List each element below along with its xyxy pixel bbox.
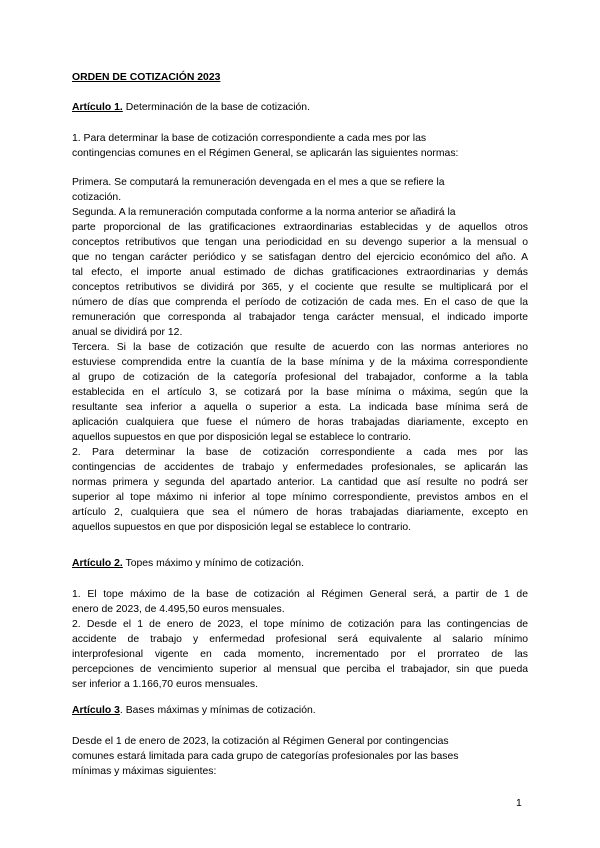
article-label: Artículo 3 [72,705,120,716]
article-label: Artículo 2. [72,558,123,569]
paragraph-line: al grupo de cotización de la categoría profesional del trabajador, conforme a la tabla [72,372,528,383]
article-2-heading [72,556,528,571]
paragraph-line: mínimas y máximas siguientes: [72,766,217,777]
paragraph-line: cotización. [72,192,122,203]
paragraph-line: conceptos retributivos se dividirá por 365, y el cociente que resulte se multiplicará por el [72,282,528,293]
paragraph-line: que no tengan carácter periódico y se satisfagan dentro del ejercicio económico del año. A [72,252,528,263]
paragraph-line: remuneración que corresponda al trabajador tenga carácter mensual, el indicado importe [72,312,528,323]
article-title: . Bases máximas y mínimas de cotización. [119,705,316,716]
article-3-heading [72,703,528,718]
paragraph-line: Tercera. Si la base de cotización que resulte de acuerdo con las normas anteriores no [72,342,528,353]
article-label: Artículo 1. [72,102,123,113]
paragraph-line: contingencias de accidentes de trabajo y enfermedades profesionales, se aplicarán las [72,462,528,473]
paragraph-line: parte proporcional de las gratificaciones extraordinarias establecidas y de aquellos otros [72,222,528,233]
paragraph-line: conceptos retributivos que tengan una periodicidad en su devengo superior a la mensual o [72,237,528,248]
paragraph-line: accidente de trabajo y enfermedad profesional será equivalente al salario mínimo [72,634,528,645]
paragraph-line: Segunda. A la remuneración computada conforme a la norma anterior se añadirá la [72,207,456,218]
paragraph-line: aquellos supuestos en que por disposición legal se establece lo contrario. [72,522,412,533]
paragraph-line: comunes estará limitada para cada grupo de categorías profesionales por las bases [72,751,459,762]
paragraph-line: anual se dividirá por 12. [72,327,183,338]
article-1-heading [72,100,528,115]
paragraph-line: aplicación cualquiera que fuese el número de horas trabajadas diariamente, excepto en [72,417,528,428]
document-title: ORDEN DE COTIZACIÓN 2023 [72,72,221,83]
paragraph-line: 2. Para determinar la base de cotización correspondiente a cada mes por las [72,447,528,458]
page-number: 1 [516,798,522,809]
paragraph-line: tal efecto, el importe anual estimado de dichas gratificaciones extraordinarias y demás [72,267,528,278]
paragraph-line: Primera. Se computará la remuneración devengada en el mes a que se refiere la [72,177,445,188]
paragraph-line: 1. Para determinar la base de cotización correspondiente a cada mes por las [72,133,427,144]
paragraph-line: 2. Desde el 1 de enero de 2023, el tope mínimo de cotización para las contingencias de [72,619,528,630]
paragraph-line: ser inferior a 1.166,70 euros mensuales. [72,679,258,690]
paragraph-line: resultante sea inferior a aquella o superior a esta. La indicada base mínima será de [72,402,528,413]
paragraph-line: estuviese comprendida entre la cuantía de la base mínima y de la máxima correspondiente [72,357,528,368]
paragraph-line: número de días que comprenda el período de cotización de cada mes. En el caso de que la [72,297,528,308]
paragraph-line: contingencias comunes en el Régimen General, se aplicarán las siguientes normas: [72,148,459,159]
paragraph-line: normas primera y segunda del apartado anterior. La cantidad que así resulte no podrá ser [72,477,528,488]
paragraph-line: superior al tope máximo ni inferior al tope mínimo correspondiente, previstos ambos en el [72,492,528,503]
paragraph-line: artículo 2, cualquiera que sea el número de horas trabajadas diariamente, excepto en [72,507,528,518]
paragraph-line: interprofesional vigente en cada momento, incrementado por el prorrateo de las [72,649,528,660]
paragraph-line: establecida en el artículo 3, se cotizará por la base mínima o máxima, según que la [72,387,528,398]
article-title: Topes máximo y mínimo de cotización. [122,558,304,569]
paragraph-line: enero de 2023, de 4.495,50 euros mensuales. [72,604,285,615]
paragraph-line: aquellos supuestos en que por disposición legal se establece lo contrario. [72,432,412,443]
paragraph-line: Desde el 1 de enero de 2023, la cotización al Régimen General por contingencias [72,736,449,747]
paragraph-line: 1. El tope máximo de la base de cotización al Régimen General será, a partir de 1 de [72,589,528,600]
paragraph-line: percepciones de vencimiento superior al mensual que perciba el trabajador, sin que pueda [72,664,528,675]
article-title: Determinación de la base de cotización. [122,102,310,113]
